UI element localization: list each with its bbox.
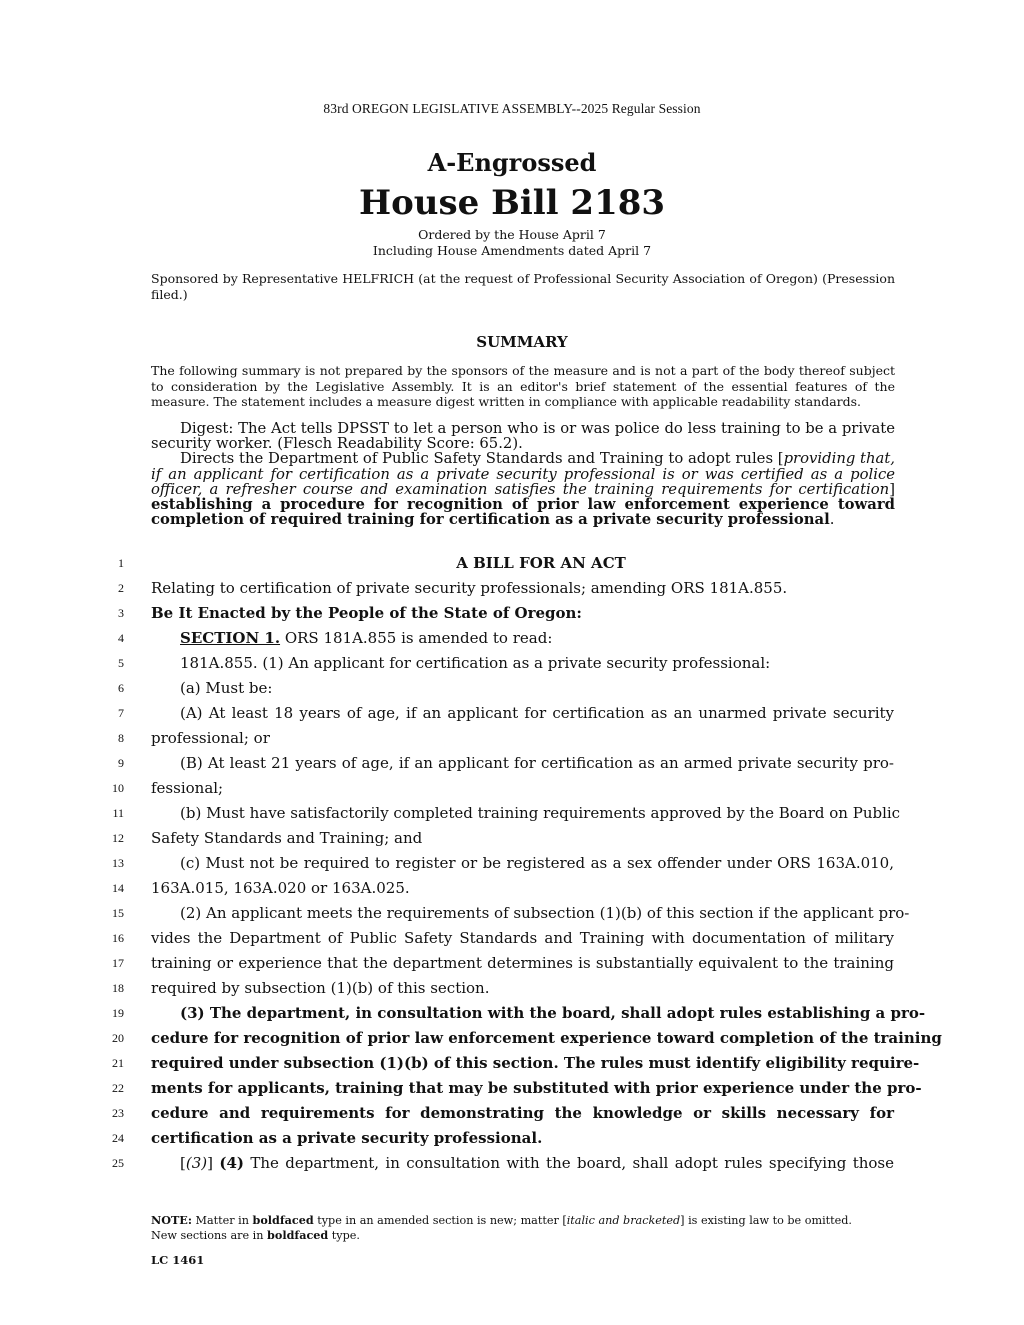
digest-text: Digest: The Act tells DPSST to let a person who is or was police do less training to be a private security worker. (Flesch Readability Score: 65.2).: [151, 420, 895, 453]
bill-line: training or experience that the department determines is substantially equivalent to the training: [151, 954, 894, 972]
directs-italic: providing that, if an applicant for certification as a private security professional is or was certified as a police officer, a refresher course and examination satisfies the training requirements for certification: [151, 450, 896, 498]
ordered-block: [0, 227, 1024, 259]
bill-line: professional; or: [151, 729, 270, 747]
line-number: 25: [112, 1156, 124, 1170]
bill-line-new: certification as a private security professional.: [151, 1129, 543, 1147]
bill-line: (A) At least 18 years of age, if an applicant for certification as an unarmed private security: [180, 704, 894, 722]
note-label: NOTE:: [151, 1213, 192, 1227]
line-number: 3: [118, 606, 124, 620]
lc-number: LC 1461: [151, 1253, 205, 1267]
bill-line: (2) An applicant meets the requirements of subsection (1)(b) of this section if the applicant pro-: [180, 904, 910, 922]
directs-text: [151, 451, 895, 527]
line-number: 11: [112, 806, 124, 820]
line-number: 5: [118, 656, 124, 670]
ordered-line: Ordered by the House April 7: [418, 227, 606, 242]
line-number: 22: [112, 1081, 124, 1095]
line-number: 2: [118, 581, 124, 595]
line-number: 20: [112, 1031, 124, 1045]
directs-b: ]: [889, 480, 895, 498]
line-number: 17: [112, 956, 124, 970]
line-number: 8: [118, 731, 124, 745]
bracket-close: ]: [207, 1154, 220, 1172]
enacting-clause: Be It Enacted by the People of the State of Oregon:: [151, 604, 582, 622]
line-number: 9: [118, 756, 124, 770]
line-number: 13: [112, 856, 124, 870]
note-text: type.: [328, 1229, 360, 1242]
line-number: 10: [112, 781, 124, 795]
section-label: SECTION 1.: [180, 629, 281, 647]
bill-line: 181A.855. (1) An applicant for certification as a private security professional:: [180, 654, 771, 672]
note-line-2: [151, 1228, 911, 1243]
summary-intro: The following summary is not prepared by the sponsors of the measure and is not a part of the body thereof subject to consideration by the Legislative Assembly. It is an editor's brief statement of the essential features of the measure. The statement includes a measure digest written in compliance with applicable readability standards.: [151, 363, 895, 409]
line-number: 19: [112, 1006, 124, 1020]
line-number: 4: [118, 631, 124, 645]
bill-line-new: cedure for recognition of prior law enforcement experience toward completion of the training: [151, 1029, 942, 1047]
footer-note: [151, 1213, 911, 1243]
section-rest: ORS 181A.855 is amended to read:: [280, 629, 553, 647]
line-number: 21: [112, 1056, 124, 1070]
bill-line: (c) Must not be required to register or be registered as a sex offender under ORS 163A.010,: [180, 854, 894, 872]
bill-line: fessional;: [151, 779, 224, 797]
bill-line-new: cedure and requirements for demonstrating the knowledge or skills necessary for: [151, 1104, 894, 1122]
note-text: ] is existing law to be omitted.: [680, 1214, 852, 1227]
bill-line: [151, 1154, 894, 1172]
bill-line-new: (3) The department, in consultation with the board, shall adopt rules establishing a pro-: [180, 1004, 926, 1022]
note-text: type in an amended section is new; matter [: [313, 1214, 567, 1227]
line-number: 7: [118, 706, 124, 720]
new-number: (4): [219, 1154, 244, 1172]
bill-line-new: required under subsection (1)(b) of this section. The rules must identify eligibility require-: [151, 1054, 920, 1072]
line-rest: The department, in consultation with the board, shall adopt rules specifying those: [243, 1154, 894, 1172]
bill-line: [151, 629, 894, 647]
bill-line-new: ments for applicants, training that may be substituted with prior experience under the pro-: [151, 1079, 922, 1097]
digest-block: [151, 421, 895, 527]
line-number: 12: [112, 831, 124, 845]
directs-end: .: [829, 511, 835, 529]
line-number: 1: [118, 556, 124, 570]
line-number: 24: [112, 1131, 124, 1145]
note-line-1: [151, 1213, 911, 1228]
summary-heading: SUMMARY: [476, 333, 568, 351]
note-text: Matter in: [191, 1214, 253, 1227]
sponsor-statement: Sponsored by Representative HELFRICH (at the request of Professional Security Association of Oregon) (Presession filed.): [151, 271, 895, 302]
bill-line: required by subsection (1)(b) of this section.: [151, 979, 490, 997]
line-number: 15: [112, 906, 124, 920]
bill-act-heading: A BILL FOR AN ACT: [456, 554, 626, 572]
note-text: New sections are in: [151, 1229, 268, 1242]
bill-title: House Bill 2183: [358, 183, 666, 223]
bill-line: (a) Must be:: [180, 679, 273, 697]
engrossed-label: A-Engrossed: [427, 148, 597, 177]
directs-bold: establishing a procedure for recognition of prior law enforcement experience toward completion of required training for certification as a private security professional: [151, 496, 895, 529]
line-number: 6: [118, 681, 124, 695]
bill-line: Safety Standards and Training; and: [151, 829, 423, 847]
session-header: 83rd OREGON LEGISLATIVE ASSEMBLY--2025 Regular Session: [323, 101, 701, 116]
line-number: 16: [112, 931, 124, 945]
bracket-open: [: [180, 1154, 186, 1172]
line-number: 14: [112, 881, 124, 895]
bill-line: (b) Must have satisfactorily completed training requirements approved by the Board on Public: [180, 804, 901, 822]
bill-line: (B) At least 21 years of age, if an applicant for certification as an armed private security pro-: [180, 754, 894, 772]
note-bold: boldfaced: [267, 1228, 329, 1242]
amendments-line: Including House Amendments dated April 7: [372, 243, 652, 258]
directs-a: Directs the Department of Public Safety Standards and Training to adopt rules [: [180, 450, 784, 468]
bill-line: Relating to certification of private security professionals; amending ORS 181A.855.: [151, 579, 788, 597]
line-number: 18: [112, 981, 124, 995]
note-italic: italic and bracketed: [566, 1214, 681, 1227]
deleted-number: (3): [185, 1154, 208, 1172]
bill-line: 163A.015, 163A.020 or 163A.025.: [151, 879, 410, 897]
line-number: 23: [112, 1106, 124, 1120]
bill-line: vides the Department of Public Safety Standards and Training with documentation of military: [151, 929, 894, 947]
note-bold: boldfaced: [252, 1213, 314, 1227]
